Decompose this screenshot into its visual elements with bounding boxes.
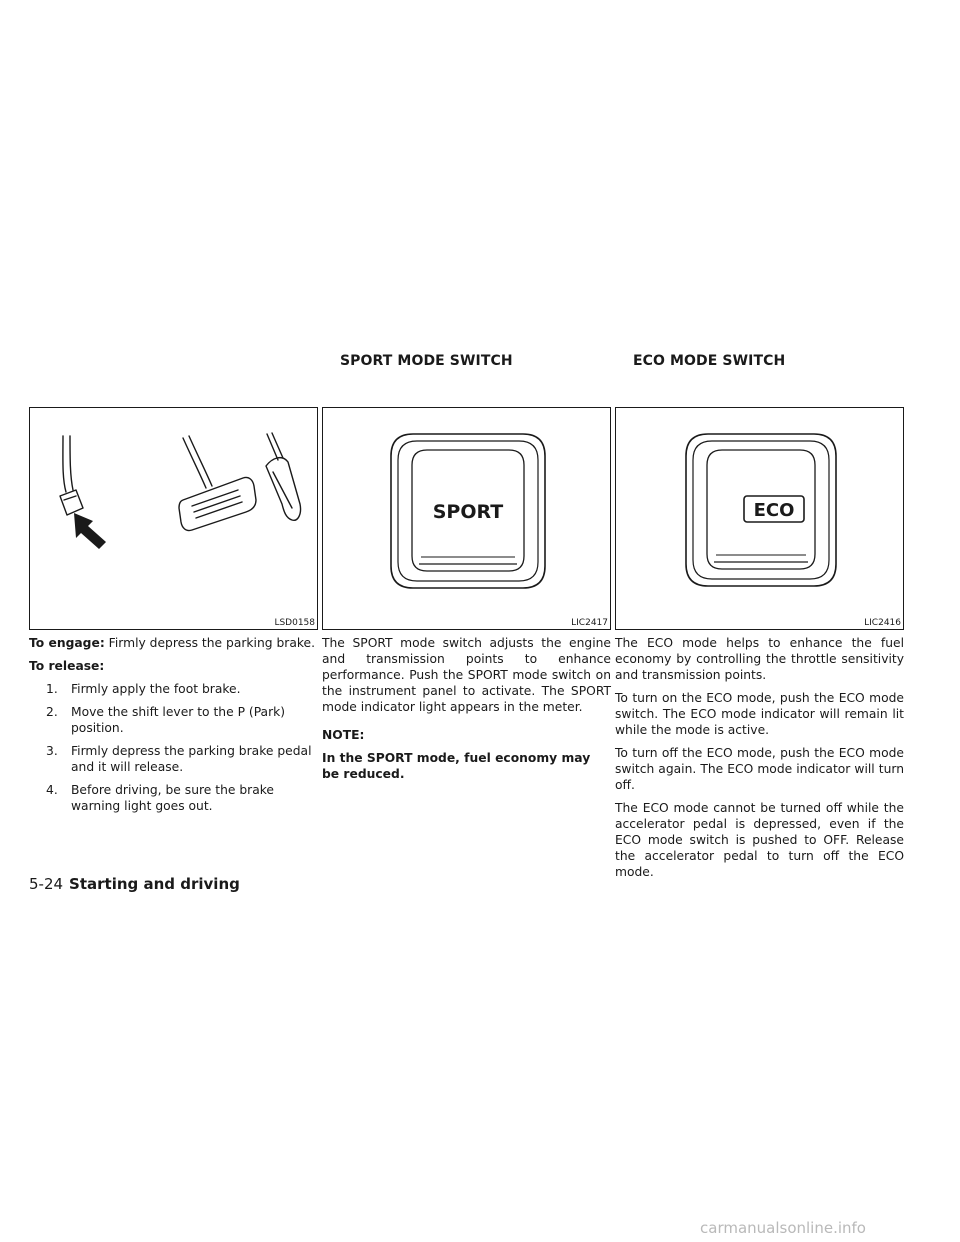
watermark: carmanualsonline.info (700, 1219, 866, 1237)
eco-switch-label: ECO (753, 500, 795, 521)
list-item (29, 681, 318, 697)
step-number: 2. (46, 705, 58, 719)
step-text: Before driving, be sure the brake warning light goes out. (71, 783, 274, 813)
eco-mode-heading: ECO MODE SWITCH (633, 353, 786, 369)
eco-mode-column (615, 407, 904, 887)
step-text: Firmly apply the foot brake. (71, 682, 241, 696)
parking-brake-text (29, 635, 318, 814)
eco-switch-illustration (616, 408, 903, 629)
parking-brake-figure (29, 407, 318, 630)
figure-code: LIC2417 (571, 618, 608, 628)
chapter-title: Starting and driving (69, 875, 240, 893)
sport-mode-text (322, 635, 611, 782)
sport-mode-column (322, 407, 611, 789)
release-label: To release: (29, 659, 105, 673)
step-number: 3. (46, 744, 58, 758)
engage-label: To engage: (29, 636, 105, 650)
note-text: In the SPORT mode, fuel economy may be reduced. (322, 751, 591, 781)
sport-mode-heading: SPORT MODE SWITCH (340, 353, 513, 369)
sport-body: The SPORT mode switch adjusts the engine and transmission points to enhance performance. Push the SPORT mode switch on the instrument panel to activate. The SPORT mode indicator light appears in the meter. (322, 636, 611, 714)
sport-switch-figure (322, 407, 611, 630)
parking-brake-column (29, 407, 318, 821)
eco-paragraph: The ECO mode helps to enhance the fuel economy by controlling the throttle sensitivity and transmission points. (615, 636, 904, 682)
eco-switch-figure (615, 407, 904, 630)
note-label: NOTE: (322, 728, 365, 742)
engage-paragraph (29, 635, 318, 651)
figure-code: LSD0158 (274, 618, 315, 628)
eco-paragraph: To turn on the ECO mode, push the ECO mode switch. The ECO mode indicator will remain lit while the mode is active. (615, 691, 904, 737)
figure-code: LIC2416 (864, 618, 901, 628)
eco-mode-text (615, 635, 904, 880)
parking-brake-illustration (30, 408, 317, 629)
eco-paragraph: The ECO mode cannot be turned off while the accelerator pedal is depressed, even if the ECO mode switch is pushed to OFF. Release the accelerator pedal to turn off the ECO mode. (615, 801, 904, 879)
sport-switch-illustration (323, 408, 610, 629)
page-footer (29, 875, 240, 893)
step-text: Move the shift lever to the P (Park) position. (71, 705, 286, 735)
list-item (29, 743, 318, 775)
list-item (29, 704, 318, 736)
step-number: 1. (46, 682, 58, 696)
engage-text: Firmly depress the parking brake. (108, 636, 316, 650)
list-item (29, 782, 318, 814)
sport-switch-label: SPORT (432, 501, 504, 523)
eco-paragraph: To turn off the ECO mode, push the ECO mode switch again. The ECO mode indicator will turn off. (615, 746, 904, 792)
step-number: 4. (46, 783, 58, 797)
push-arrow-icon (74, 513, 106, 549)
page-number: 5-24 (29, 875, 64, 893)
step-text: Firmly depress the parking brake pedal and it will release. (71, 744, 312, 774)
release-steps (29, 681, 318, 814)
